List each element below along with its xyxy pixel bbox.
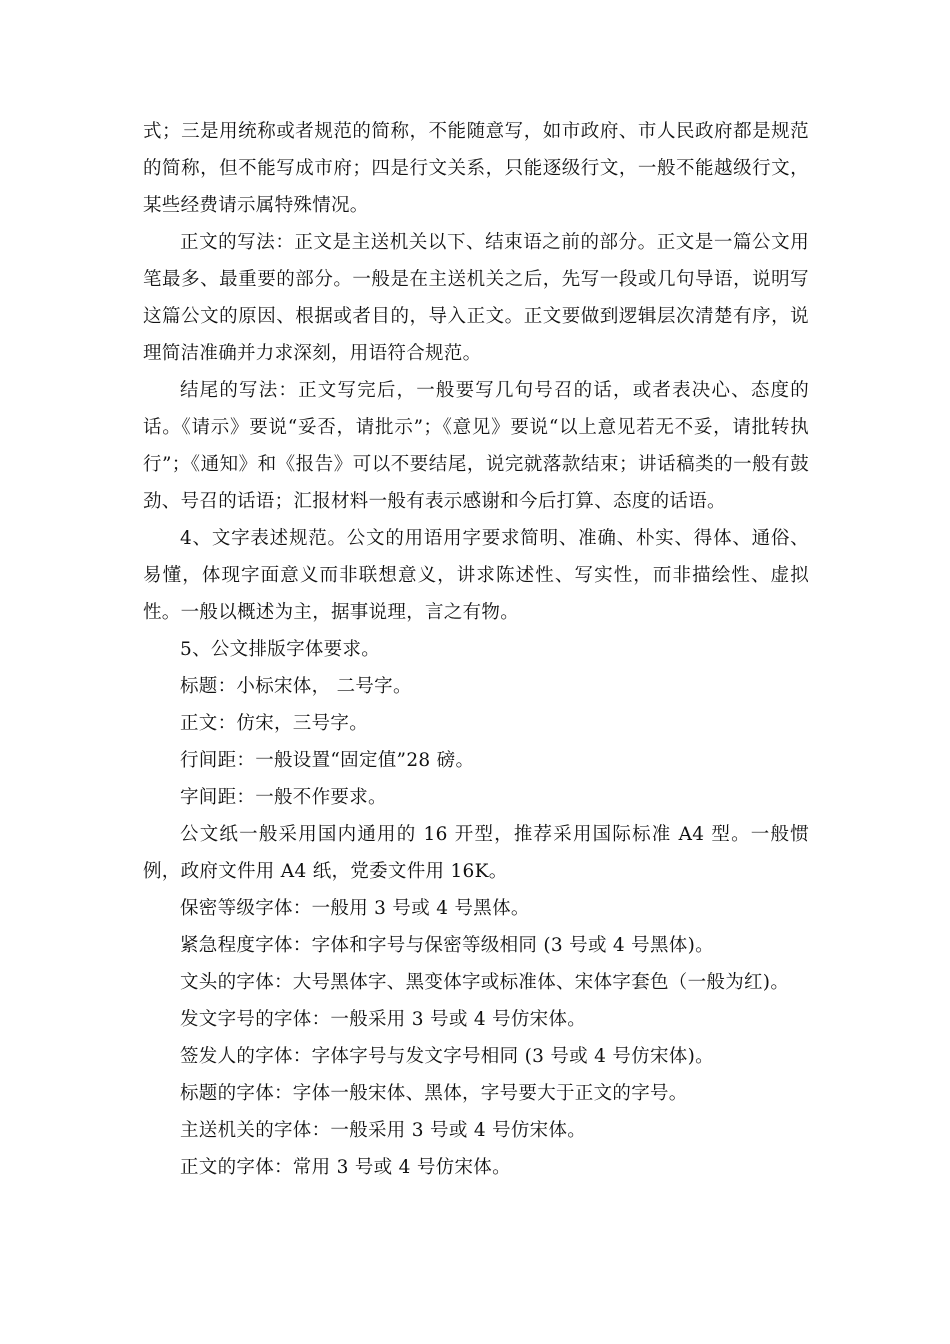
paragraph-header-font: 文头的字体：大号黑体字、黑变体字或标准体、宋体字套色（一般为红)。	[180, 972, 790, 993]
paragraph-body-writing: 正文的写法：正文是主送机关以下、结束语之前的部分。正文是一篇公文用笔最多、最重要的部分。一般是在主送机关之后，先写一段或几句导语，说明写这篇公文的原因、根据或者目的，导入正文。正文要做到逻辑层次清楚有序，说理简洁准确并力求深刻，用语符合规范。	[143, 232, 809, 364]
paragraph-recipient-font: 主送机关的字体：一般采用 3 号或 4 号仿宋体。	[180, 1120, 587, 1141]
paragraph-signer-font: 签发人的字体：字体字号与发文字号相同 (3 号或 4 号仿宋体)。	[180, 1046, 714, 1067]
paragraph-main-text-font: 正文的字体：常用 3 号或 4 号仿宋体。	[180, 1157, 511, 1178]
paragraph-line-spacing: 行间距：一般设置“固定值”28 磅。	[180, 750, 475, 771]
paragraph-wording-standard: 4、文字表述规范。公文的用语用字要求简明、准确、朴实、得体、通俗、易懂，体现字面意义而非联想意义，讲求陈述性、写实性，而非描绘性、虚拟性。一般以概述为主，据事说理，言之有物。	[143, 528, 809, 623]
paragraph-character-spacing: 字间距：一般不作要求。	[180, 787, 387, 808]
paragraph-secrecy-font: 保密等级字体：一般用 3 号或 4 号黑体。	[180, 898, 530, 919]
paragraph-ending-writing: 结尾的写法：正文写完后，一般要写几句号召的话，或者表决心、态度的话。《请示》要说“妥否，请批示”；《意见》要说“以上意见若无不妥，请批转执行”；《通知》和《报告》可以不要结尾，说完就落款结束；讲话稿类的一般有鼓劲、号召的话语；汇报材料一般有表示感谢和今后打算、态度的话语。	[143, 380, 809, 512]
paragraph-heading-font: 标题的字体：字体一般宋体、黑体，字号要大于正文的字号。	[180, 1083, 688, 1104]
paragraph-title-font: 标题：小标宋体， 二号字。	[180, 676, 412, 697]
paragraph-urgency-font: 紧急程度字体：字体和字号与保密等级相同 (3 号或 4 号黑体)。	[180, 935, 714, 956]
paragraph-paper-size: 公文纸一般采用国内通用的 16 开型，推荐采用国际标准 A4 型。一般惯例，政府文件用 A4 纸，党委文件用 16K。	[143, 824, 809, 882]
paragraph-body-font: 正文：仿宋，三号字。	[180, 713, 369, 734]
paragraph-continuation: 式；三是用统称或者规范的简称，不能随意写，如市政府、市人民政府都是规范的简称，但不能写成市府；四是行文关系，只能逐级行文，一般不能越级行文，某些经费请示属特殊情况。	[143, 121, 809, 216]
paragraph-font-requirements-heading: 5、公文排版字体要求。	[180, 639, 381, 660]
paragraph-document-number-font: 发文字号的字体：一般采用 3 号或 4 号仿宋体。	[180, 1009, 587, 1030]
document-body	[143, 113, 809, 1186]
